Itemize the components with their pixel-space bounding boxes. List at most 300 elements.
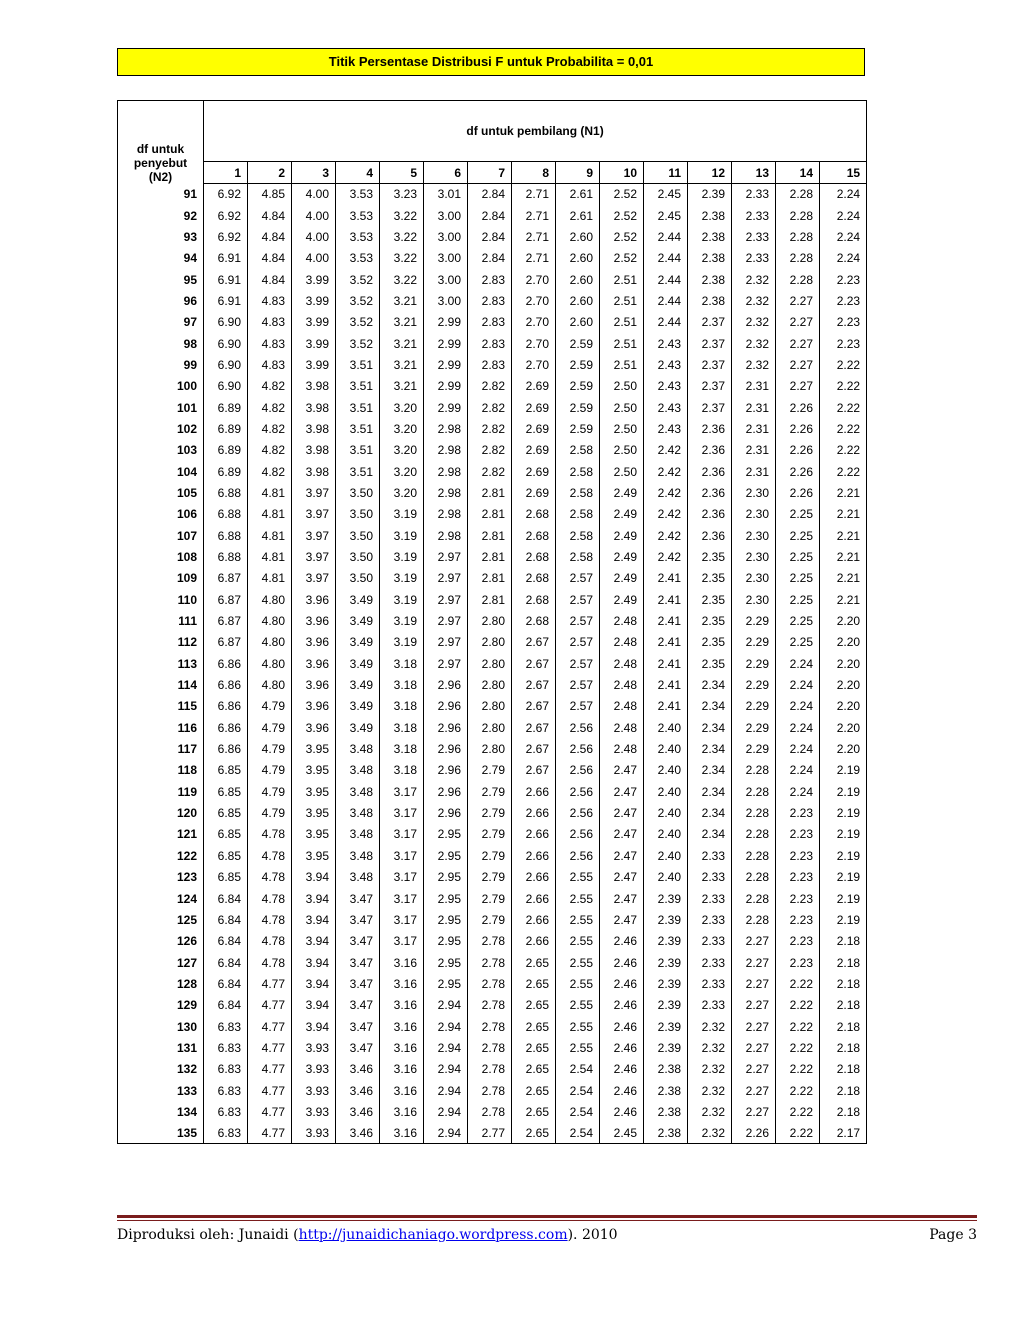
table-cell: 6.92 bbox=[204, 205, 248, 226]
column-header-10: 10 bbox=[600, 162, 644, 184]
table-cell: 3.46 bbox=[336, 1123, 380, 1144]
table-cell: 2.22 bbox=[820, 354, 867, 375]
table-row bbox=[118, 1101, 867, 1122]
row-header: 124 bbox=[118, 888, 204, 909]
table-cell: 3.49 bbox=[336, 717, 380, 738]
table-cell: 2.27 bbox=[776, 312, 820, 333]
table-cell: 2.33 bbox=[732, 226, 776, 247]
table-cell: 2.20 bbox=[820, 610, 867, 631]
row-header: 110 bbox=[118, 589, 204, 610]
table-cell: 2.48 bbox=[600, 717, 644, 738]
table-cell: 2.79 bbox=[468, 781, 512, 802]
table-cell: 3.47 bbox=[336, 995, 380, 1016]
table-cell: 2.68 bbox=[512, 546, 556, 567]
table-cell: 3.19 bbox=[380, 632, 424, 653]
table-cell: 2.38 bbox=[644, 1080, 688, 1101]
table-cell: 2.95 bbox=[424, 909, 468, 930]
table-row bbox=[118, 354, 867, 375]
table-cell: 3.49 bbox=[336, 610, 380, 631]
table-cell: 2.38 bbox=[688, 290, 732, 311]
table-cell: 3.17 bbox=[380, 824, 424, 845]
table-cell: 2.83 bbox=[468, 312, 512, 333]
row-header: 94 bbox=[118, 248, 204, 269]
table-cell: 2.57 bbox=[556, 632, 600, 653]
table-cell: 2.34 bbox=[688, 717, 732, 738]
table-cell: 2.55 bbox=[556, 888, 600, 909]
row-header: 121 bbox=[118, 824, 204, 845]
table-cell: 2.21 bbox=[820, 504, 867, 525]
table-cell: 2.30 bbox=[732, 546, 776, 567]
table-cell: 4.82 bbox=[248, 418, 292, 439]
table-cell: 6.92 bbox=[204, 184, 248, 205]
table-cell: 2.66 bbox=[512, 781, 556, 802]
table-cell: 2.31 bbox=[732, 397, 776, 418]
table-cell: 4.79 bbox=[248, 802, 292, 823]
table-cell: 2.22 bbox=[776, 973, 820, 994]
table-cell: 4.79 bbox=[248, 738, 292, 759]
table-cell: 2.98 bbox=[424, 418, 468, 439]
table-cell: 3.51 bbox=[336, 397, 380, 418]
table-row bbox=[118, 931, 867, 952]
table-cell: 2.97 bbox=[424, 546, 468, 567]
table-cell: 4.81 bbox=[248, 504, 292, 525]
table-cell: 3.53 bbox=[336, 205, 380, 226]
table-cell: 2.47 bbox=[600, 781, 644, 802]
table-cell: 3.47 bbox=[336, 973, 380, 994]
table-cell: 6.87 bbox=[204, 589, 248, 610]
table-cell: 2.65 bbox=[512, 1101, 556, 1122]
row-header: 98 bbox=[118, 333, 204, 354]
table-cell: 2.79 bbox=[468, 824, 512, 845]
table-cell: 3.16 bbox=[380, 1123, 424, 1144]
table-cell: 2.50 bbox=[600, 418, 644, 439]
table-cell: 6.91 bbox=[204, 290, 248, 311]
row-header: 106 bbox=[118, 504, 204, 525]
table-cell: 2.24 bbox=[776, 717, 820, 738]
column-header-2: 2 bbox=[248, 162, 292, 184]
table-cell: 2.65 bbox=[512, 1080, 556, 1101]
table-cell: 2.96 bbox=[424, 738, 468, 759]
table-cell: 2.20 bbox=[820, 632, 867, 653]
table-cell: 6.83 bbox=[204, 1016, 248, 1037]
table-cell: 2.58 bbox=[556, 525, 600, 546]
table-cell: 2.30 bbox=[732, 589, 776, 610]
table-cell: 2.32 bbox=[732, 269, 776, 290]
table-cell: 4.78 bbox=[248, 888, 292, 909]
table-cell: 2.94 bbox=[424, 1037, 468, 1058]
table-cell: 2.27 bbox=[732, 952, 776, 973]
table-cell: 2.49 bbox=[600, 525, 644, 546]
table-row bbox=[118, 226, 867, 247]
table-cell: 2.67 bbox=[512, 674, 556, 695]
table-cell: 2.28 bbox=[776, 248, 820, 269]
table-cell: 2.70 bbox=[512, 354, 556, 375]
table-cell: 2.23 bbox=[776, 845, 820, 866]
table-cell: 3.48 bbox=[336, 760, 380, 781]
table-cell: 2.36 bbox=[688, 482, 732, 503]
table-cell: 2.32 bbox=[688, 1101, 732, 1122]
table-cell: 2.19 bbox=[820, 909, 867, 930]
table-cell: 2.37 bbox=[688, 354, 732, 375]
table-cell: 2.66 bbox=[512, 909, 556, 930]
table-cell: 2.23 bbox=[776, 802, 820, 823]
table-cell: 2.54 bbox=[556, 1101, 600, 1122]
table-cell: 2.44 bbox=[644, 269, 688, 290]
table-cell: 3.20 bbox=[380, 440, 424, 461]
table-cell: 2.81 bbox=[468, 589, 512, 610]
table-cell: 2.23 bbox=[820, 269, 867, 290]
table-cell: 2.47 bbox=[600, 802, 644, 823]
table-cell: 2.35 bbox=[688, 546, 732, 567]
table-cell: 2.40 bbox=[644, 717, 688, 738]
table-cell: 2.19 bbox=[820, 845, 867, 866]
table-cell: 6.85 bbox=[204, 867, 248, 888]
table-cell: 3.95 bbox=[292, 760, 336, 781]
table-cell: 2.28 bbox=[732, 845, 776, 866]
table-cell: 2.81 bbox=[468, 546, 512, 567]
table-row bbox=[118, 589, 867, 610]
table-cell: 6.91 bbox=[204, 269, 248, 290]
table-cell: 2.49 bbox=[600, 546, 644, 567]
table-cell: 3.96 bbox=[292, 717, 336, 738]
table-cell: 2.79 bbox=[468, 845, 512, 866]
table-cell: 2.69 bbox=[512, 397, 556, 418]
row-header: 130 bbox=[118, 1016, 204, 1037]
table-row bbox=[118, 184, 867, 205]
table-cell: 2.67 bbox=[512, 717, 556, 738]
table-cell: 2.55 bbox=[556, 1037, 600, 1058]
table-cell: 3.17 bbox=[380, 888, 424, 909]
table-cell: 2.32 bbox=[732, 312, 776, 333]
table-cell: 2.20 bbox=[820, 653, 867, 674]
table-cell: 2.40 bbox=[644, 738, 688, 759]
table-cell: 3.22 bbox=[380, 248, 424, 269]
table-cell: 3.49 bbox=[336, 696, 380, 717]
table-cell: 2.38 bbox=[644, 1101, 688, 1122]
table-cell: 2.51 bbox=[600, 333, 644, 354]
table-cell: 2.95 bbox=[424, 888, 468, 909]
table-row bbox=[118, 674, 867, 695]
table-cell: 4.84 bbox=[248, 269, 292, 290]
table-cell: 3.93 bbox=[292, 1059, 336, 1080]
table-cell: 2.23 bbox=[776, 888, 820, 909]
table-cell: 2.94 bbox=[424, 1101, 468, 1122]
table-row bbox=[118, 312, 867, 333]
table-cell: 3.49 bbox=[336, 632, 380, 653]
table-cell: 4.78 bbox=[248, 824, 292, 845]
table-cell: 3.49 bbox=[336, 589, 380, 610]
table-cell: 2.96 bbox=[424, 781, 468, 802]
table-cell: 2.55 bbox=[556, 867, 600, 888]
table-cell: 3.99 bbox=[292, 354, 336, 375]
table-cell: 2.35 bbox=[688, 653, 732, 674]
table-row bbox=[118, 525, 867, 546]
table-cell: 2.80 bbox=[468, 632, 512, 653]
table-cell: 2.39 bbox=[644, 1016, 688, 1037]
table-cell: 2.25 bbox=[776, 504, 820, 525]
table-cell: 3.00 bbox=[424, 226, 468, 247]
table-cell: 3.47 bbox=[336, 888, 380, 909]
table-cell: 6.85 bbox=[204, 760, 248, 781]
table-cell: 4.77 bbox=[248, 973, 292, 994]
table-cell: 3.93 bbox=[292, 1037, 336, 1058]
table-cell: 2.99 bbox=[424, 312, 468, 333]
table-cell: 2.82 bbox=[468, 440, 512, 461]
row-header: 93 bbox=[118, 226, 204, 247]
row-header: 101 bbox=[118, 397, 204, 418]
table-cell: 2.51 bbox=[600, 269, 644, 290]
table-cell: 2.94 bbox=[424, 1016, 468, 1037]
row-header: 125 bbox=[118, 909, 204, 930]
table-cell: 2.45 bbox=[644, 205, 688, 226]
table-cell: 2.34 bbox=[688, 824, 732, 845]
table-cell: 2.95 bbox=[424, 824, 468, 845]
table-row bbox=[118, 760, 867, 781]
table-cell: 3.18 bbox=[380, 696, 424, 717]
table-cell: 4.00 bbox=[292, 205, 336, 226]
table-cell: 2.96 bbox=[424, 760, 468, 781]
table-cell: 4.80 bbox=[248, 632, 292, 653]
row-header: 105 bbox=[118, 482, 204, 503]
table-cell: 2.28 bbox=[732, 909, 776, 930]
table-cell: 2.20 bbox=[820, 717, 867, 738]
table-cell: 4.00 bbox=[292, 226, 336, 247]
table-cell: 4.84 bbox=[248, 205, 292, 226]
table-cell: 2.38 bbox=[688, 248, 732, 269]
table-cell: 4.79 bbox=[248, 781, 292, 802]
table-cell: 2.83 bbox=[468, 269, 512, 290]
table-cell: 2.81 bbox=[468, 525, 512, 546]
table-cell: 2.22 bbox=[820, 461, 867, 482]
table-cell: 2.41 bbox=[644, 674, 688, 695]
table-cell: 4.00 bbox=[292, 184, 336, 205]
table-cell: 2.18 bbox=[820, 995, 867, 1016]
table-cell: 2.79 bbox=[468, 802, 512, 823]
table-cell: 3.51 bbox=[336, 376, 380, 397]
table-cell: 2.45 bbox=[600, 1123, 644, 1144]
table-cell: 2.56 bbox=[556, 845, 600, 866]
footer-link[interactable]: http://junaidichaniago.wordpress.com bbox=[298, 1227, 568, 1243]
table-cell: 2.19 bbox=[820, 760, 867, 781]
table-row bbox=[118, 1016, 867, 1037]
table-cell: 3.16 bbox=[380, 1016, 424, 1037]
table-cell: 3.20 bbox=[380, 418, 424, 439]
table-cell: 2.25 bbox=[776, 610, 820, 631]
table-cell: 2.22 bbox=[820, 440, 867, 461]
table-cell: 3.16 bbox=[380, 1037, 424, 1058]
table-cell: 2.20 bbox=[820, 696, 867, 717]
table-cell: 2.33 bbox=[688, 888, 732, 909]
table-cell: 2.22 bbox=[776, 1080, 820, 1101]
page-number: Page 3 bbox=[929, 1227, 977, 1243]
table-cell: 2.70 bbox=[512, 269, 556, 290]
table-cell: 3.50 bbox=[336, 568, 380, 589]
table-cell: 4.82 bbox=[248, 397, 292, 418]
column-header-13: 13 bbox=[732, 162, 776, 184]
table-cell: 2.60 bbox=[556, 248, 600, 269]
table-cell: 3.52 bbox=[336, 333, 380, 354]
table-cell: 2.56 bbox=[556, 717, 600, 738]
row-header: 117 bbox=[118, 738, 204, 759]
table-cell: 3.94 bbox=[292, 973, 336, 994]
table-cell: 2.29 bbox=[732, 674, 776, 695]
table-cell: 3.96 bbox=[292, 696, 336, 717]
table-cell: 3.20 bbox=[380, 482, 424, 503]
table-cell: 2.50 bbox=[600, 440, 644, 461]
table-cell: 3.96 bbox=[292, 674, 336, 695]
table-cell: 3.16 bbox=[380, 952, 424, 973]
table-cell: 2.48 bbox=[600, 696, 644, 717]
row-header: 108 bbox=[118, 546, 204, 567]
table-cell: 2.34 bbox=[688, 760, 732, 781]
table-cell: 3.21 bbox=[380, 333, 424, 354]
row-header: 122 bbox=[118, 845, 204, 866]
table-cell: 2.69 bbox=[512, 418, 556, 439]
table-cell: 2.22 bbox=[776, 1123, 820, 1144]
table-cell: 3.50 bbox=[336, 504, 380, 525]
table-cell: 4.77 bbox=[248, 1037, 292, 1058]
table-cell: 2.79 bbox=[468, 909, 512, 930]
table-cell: 2.96 bbox=[424, 802, 468, 823]
column-header-11: 11 bbox=[644, 162, 688, 184]
table-cell: 2.65 bbox=[512, 995, 556, 1016]
table-row bbox=[118, 1059, 867, 1080]
row-header: 92 bbox=[118, 205, 204, 226]
page-footer bbox=[117, 1226, 977, 1246]
table-cell: 2.22 bbox=[776, 995, 820, 1016]
table-cell: 2.22 bbox=[776, 1016, 820, 1037]
table-title: Titik Persentase Distribusi F untuk Probabilita = 0,01 bbox=[117, 48, 865, 76]
table-cell: 2.57 bbox=[556, 696, 600, 717]
table-cell: 2.47 bbox=[600, 760, 644, 781]
table-row bbox=[118, 909, 867, 930]
table-cell: 2.23 bbox=[820, 333, 867, 354]
table-cell: 3.18 bbox=[380, 760, 424, 781]
table-cell: 2.58 bbox=[556, 546, 600, 567]
table-cell: 3.18 bbox=[380, 674, 424, 695]
table-cell: 3.16 bbox=[380, 995, 424, 1016]
table-cell: 2.27 bbox=[732, 1037, 776, 1058]
table-cell: 2.59 bbox=[556, 418, 600, 439]
table-cell: 3.17 bbox=[380, 909, 424, 930]
row-header: 111 bbox=[118, 610, 204, 631]
table-row bbox=[118, 717, 867, 738]
table-cell: 2.58 bbox=[556, 461, 600, 482]
table-cell: 4.80 bbox=[248, 674, 292, 695]
table-cell: 3.49 bbox=[336, 653, 380, 674]
table-cell: 2.24 bbox=[776, 781, 820, 802]
table-cell: 2.22 bbox=[776, 1101, 820, 1122]
table-cell: 2.33 bbox=[732, 205, 776, 226]
table-cell: 3.48 bbox=[336, 738, 380, 759]
table-cell: 2.22 bbox=[776, 1037, 820, 1058]
table-cell: 2.32 bbox=[732, 290, 776, 311]
table-cell: 2.97 bbox=[424, 610, 468, 631]
table-cell: 2.39 bbox=[644, 973, 688, 994]
table-cell: 3.98 bbox=[292, 440, 336, 461]
table-cell: 2.43 bbox=[644, 354, 688, 375]
table-row bbox=[118, 482, 867, 503]
table-cell: 2.61 bbox=[556, 205, 600, 226]
table-cell: 4.77 bbox=[248, 1101, 292, 1122]
table-cell: 2.32 bbox=[688, 1123, 732, 1144]
table-cell: 3.47 bbox=[336, 1016, 380, 1037]
table-cell: 3.52 bbox=[336, 269, 380, 290]
table-cell: 3.17 bbox=[380, 931, 424, 952]
table-cell: 2.34 bbox=[688, 738, 732, 759]
table-cell: 2.28 bbox=[732, 824, 776, 845]
table-cell: 2.26 bbox=[776, 418, 820, 439]
table-cell: 2.78 bbox=[468, 931, 512, 952]
table-cell: 2.84 bbox=[468, 248, 512, 269]
table-cell: 2.32 bbox=[688, 1059, 732, 1080]
table-cell: 3.98 bbox=[292, 397, 336, 418]
table-cell: 2.98 bbox=[424, 525, 468, 546]
table-row bbox=[118, 781, 867, 802]
table-cell: 2.37 bbox=[688, 397, 732, 418]
table-cell: 2.22 bbox=[820, 397, 867, 418]
table-cell: 3.99 bbox=[292, 269, 336, 290]
table-cell: 2.42 bbox=[644, 525, 688, 546]
table-cell: 2.26 bbox=[776, 397, 820, 418]
row-header: 123 bbox=[118, 867, 204, 888]
table-cell: 2.35 bbox=[688, 632, 732, 653]
table-cell: 2.67 bbox=[512, 653, 556, 674]
table-cell: 4.77 bbox=[248, 995, 292, 1016]
table-cell: 4.78 bbox=[248, 909, 292, 930]
table-cell: 2.47 bbox=[600, 824, 644, 845]
table-cell: 3.93 bbox=[292, 1080, 336, 1101]
table-cell: 2.80 bbox=[468, 674, 512, 695]
table-cell: 2.27 bbox=[732, 931, 776, 952]
table-cell: 3.49 bbox=[336, 674, 380, 695]
table-cell: 6.88 bbox=[204, 546, 248, 567]
table-cell: 2.69 bbox=[512, 376, 556, 397]
table-cell: 4.83 bbox=[248, 354, 292, 375]
table-cell: 2.35 bbox=[688, 610, 732, 631]
table-cell: 2.68 bbox=[512, 610, 556, 631]
table-cell: 2.84 bbox=[468, 205, 512, 226]
table-cell: 3.97 bbox=[292, 525, 336, 546]
table-cell: 2.81 bbox=[468, 568, 512, 589]
table-cell: 2.78 bbox=[468, 973, 512, 994]
table-cell: 2.21 bbox=[820, 589, 867, 610]
column-header-8: 8 bbox=[512, 162, 556, 184]
table-cell: 6.86 bbox=[204, 738, 248, 759]
table-cell: 3.16 bbox=[380, 1101, 424, 1122]
footer-prefix: Diproduksi oleh: Junaidi ( bbox=[117, 1227, 299, 1243]
table-cell: 2.51 bbox=[600, 354, 644, 375]
table-cell: 2.26 bbox=[776, 440, 820, 461]
table-cell: 4.78 bbox=[248, 845, 292, 866]
table-cell: 2.34 bbox=[688, 674, 732, 695]
table-cell: 2.40 bbox=[644, 824, 688, 845]
table-cell: 3.00 bbox=[424, 269, 468, 290]
table-cell: 2.52 bbox=[600, 248, 644, 269]
table-cell: 2.35 bbox=[688, 589, 732, 610]
table-cell: 3.20 bbox=[380, 461, 424, 482]
table-cell: 2.22 bbox=[820, 418, 867, 439]
table-cell: 3.98 bbox=[292, 461, 336, 482]
table-cell: 2.43 bbox=[644, 376, 688, 397]
table-cell: 6.90 bbox=[204, 312, 248, 333]
table-cell: 6.84 bbox=[204, 995, 248, 1016]
table-cell: 3.94 bbox=[292, 931, 336, 952]
table-cell: 6.84 bbox=[204, 952, 248, 973]
table-cell: 2.18 bbox=[820, 1080, 867, 1101]
table-cell: 3.46 bbox=[336, 1059, 380, 1080]
table-cell: 2.97 bbox=[424, 568, 468, 589]
